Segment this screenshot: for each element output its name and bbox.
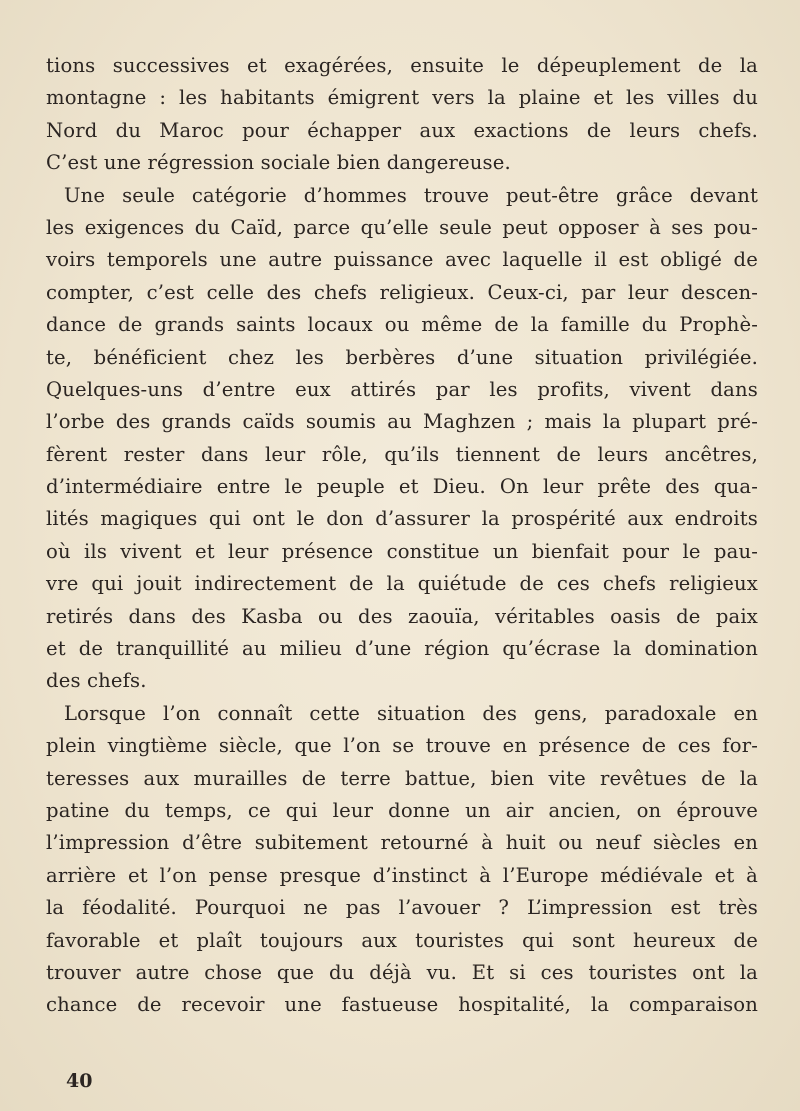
text-line: compter, c’est celle des chefs religieux. Ceux-ci, par leur descen- bbox=[46, 280, 758, 304]
text-line: l’orbe des grands caïds soumis au Maghzen ; mais la plupart pré- bbox=[46, 410, 758, 434]
text-line: favorable et plaît toujours aux touristes qui sont heureux de bbox=[46, 928, 758, 952]
text-line: plein vingtième siècle, que l’on se trouve en présence de ces for- bbox=[46, 734, 758, 758]
text-line: les exigences du Caïd, parce qu’elle seule peut opposer à ses pou- bbox=[46, 215, 758, 239]
text-line: arrière et l’on pense presque d’instinct à l’Europe médiévale et à bbox=[46, 863, 758, 887]
text-line: voirs temporels une autre puissance avec laquelle il est obligé de bbox=[46, 248, 758, 272]
text-line: des chefs. bbox=[46, 669, 147, 693]
text-line: patine du temps, ce qui leur donne un air ancien, on éprouve bbox=[46, 798, 758, 822]
text-line: C’est une régression sociale bien dangereuse. bbox=[46, 151, 511, 175]
text-line: trouver autre chose que du déjà vu. Et si ces touristes ont la bbox=[46, 960, 758, 984]
text-line: retirés dans des Kasba ou des zaouïa, véritables oasis de paix bbox=[46, 604, 758, 628]
text-line: Lorsque l’on connaît cette situation des gens, paradoxale en bbox=[64, 701, 758, 725]
text-line: te, bénéficient chez les berbères d’une situation privilégiée. bbox=[46, 345, 758, 369]
text-line: la féodalité. Pourquoi ne pas l’avouer ? L’impression est très bbox=[46, 896, 758, 920]
body-text bbox=[46, 50, 758, 1022]
text-line: où ils vivent et leur présence constitue un bienfait pour le pau- bbox=[46, 539, 758, 563]
text-line: d’intermédiaire entre le peuple et Dieu. On leur prête des qua- bbox=[46, 475, 758, 499]
text-line: teresses aux murailles de terre battue, bien vite revêtues de la bbox=[46, 766, 758, 790]
text-line: lités magiques qui ont le don d’assurer la prospérité aux endroits bbox=[46, 507, 758, 531]
text-line: et de tranquillité au milieu d’une région qu’écrase la domination bbox=[46, 637, 758, 661]
text-line: fèrent rester dans leur rôle, qu’ils tiennent de leurs ancêtres, bbox=[46, 442, 758, 466]
text-line: Une seule catégorie d’hommes trouve peut-être grâce devant bbox=[64, 183, 758, 207]
text-line: tions successives et exagérées, ensuite le dépeuplement de la bbox=[46, 54, 758, 77]
text-line: l’impression d’être subitement retourné à huit ou neuf siècles en bbox=[46, 831, 758, 855]
text-line: dance de grands saints locaux ou même de la famille du Prophè- bbox=[46, 313, 758, 337]
page-number: 40 bbox=[66, 1070, 93, 1092]
text-line: vre qui jouit indirectement de la quiétude de ces chefs religieux bbox=[46, 572, 758, 596]
text-line: chance de recevoir une fastueuse hospitalité, la comparaison bbox=[46, 993, 758, 1017]
text-line: Nord du Maroc pour échapper aux exactions de leurs chefs. bbox=[46, 118, 758, 142]
text-line: montagne : les habitants émigrent vers la plaine et les villes du bbox=[46, 86, 758, 110]
text-line: Quelques-uns d’entre eux attirés par les profits, vivent dans bbox=[46, 377, 758, 401]
